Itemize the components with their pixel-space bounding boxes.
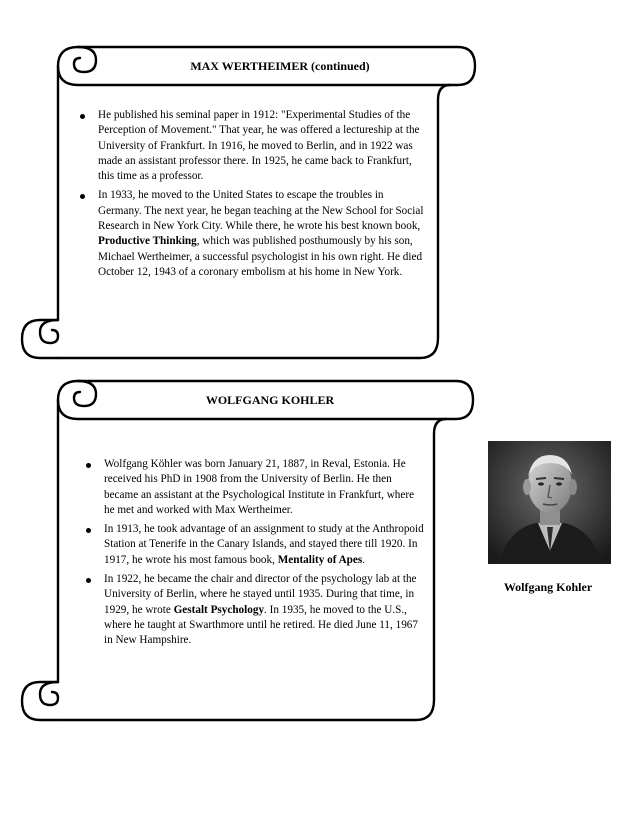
portrait-photo	[488, 441, 611, 564]
bullet-text-run: , which was published posthumously by his son, Michael Wertheimer, a successful psychologist in his own right. He died October 12, 1943 of a coronary embolism at his home in New York.	[98, 235, 423, 278]
photo-caption: Wolfgang Kohler	[503, 580, 593, 594]
bullet-text-run: Wolfgang Köhler was born January 21, 1887, in Reval, Estonia. He received his PhD in 1908 from the University of Berlin. He then became an assistant at the Psychological Institute in Frankfurt, where he met and worked with Max Wertheimer.	[104, 458, 415, 516]
book-title: Productive Thinking	[98, 235, 197, 248]
bullet-text-run: In 1913, he took advantage of an assignment to study at the Anthropoid Station at Tenerife in the Canary Islands, and stayed there till 1920. In 1917, he wrote his most famous book,	[104, 523, 424, 566]
bullet-text	[104, 458, 414, 516]
list-item	[80, 108, 430, 184]
bullet-text	[98, 109, 420, 182]
bullet-text-run: . In 1935, he moved to the U.S., where he taught at Swarthmore until he retired. He died June 11, 1967 in New Hampshire.	[104, 603, 418, 647]
bullet-text-run: In 1922, he became the chair and director of the psychology lab at the University of Berlin, where he stayed until 1935. During that time, in 1929, he wrote	[104, 573, 417, 616]
bullet-icon	[86, 463, 91, 468]
bullet-icon	[80, 114, 85, 119]
list-item	[86, 457, 426, 518]
bullet-text	[104, 573, 418, 646]
bullet-text	[104, 523, 424, 566]
list-item	[86, 522, 426, 568]
bullet-text-run: .	[362, 553, 366, 566]
bullet-icon	[80, 194, 85, 199]
bullet-text-run: In 1933, he moved to the United States to escape the troubles in Germany. The next year, he began teaching at the New School for Social Research in New York City. While there, he wrote his best known book,	[98, 189, 424, 233]
bullet-list-kohler	[86, 457, 426, 653]
list-item	[86, 572, 426, 648]
list-item	[80, 188, 430, 280]
bullet-icon	[86, 528, 91, 533]
book-title: Gestalt Psychology	[173, 603, 265, 616]
book-title: Mentality of Apes	[277, 553, 363, 566]
bullet-text-run: He published his seminal paper in 1912: "Experimental Studies of the Perception of Movement." That year, he was offered a lectureship at the University of Frankfurt. In 1916, he moved to Berlin, and in 1922 was made an assistant professor there. In 1925, he came back to Frankfurt, this time as a professor.	[98, 109, 420, 183]
portrait-image	[488, 441, 611, 564]
section-title-wertheimer: MAX WERTHEIMER (continued)	[190, 59, 370, 73]
bullet-list-wertheimer	[80, 108, 430, 284]
bullet-icon	[86, 578, 91, 583]
bullet-text	[98, 189, 423, 277]
section-title-kohler: WOLFGANG KOHLER	[205, 393, 335, 407]
